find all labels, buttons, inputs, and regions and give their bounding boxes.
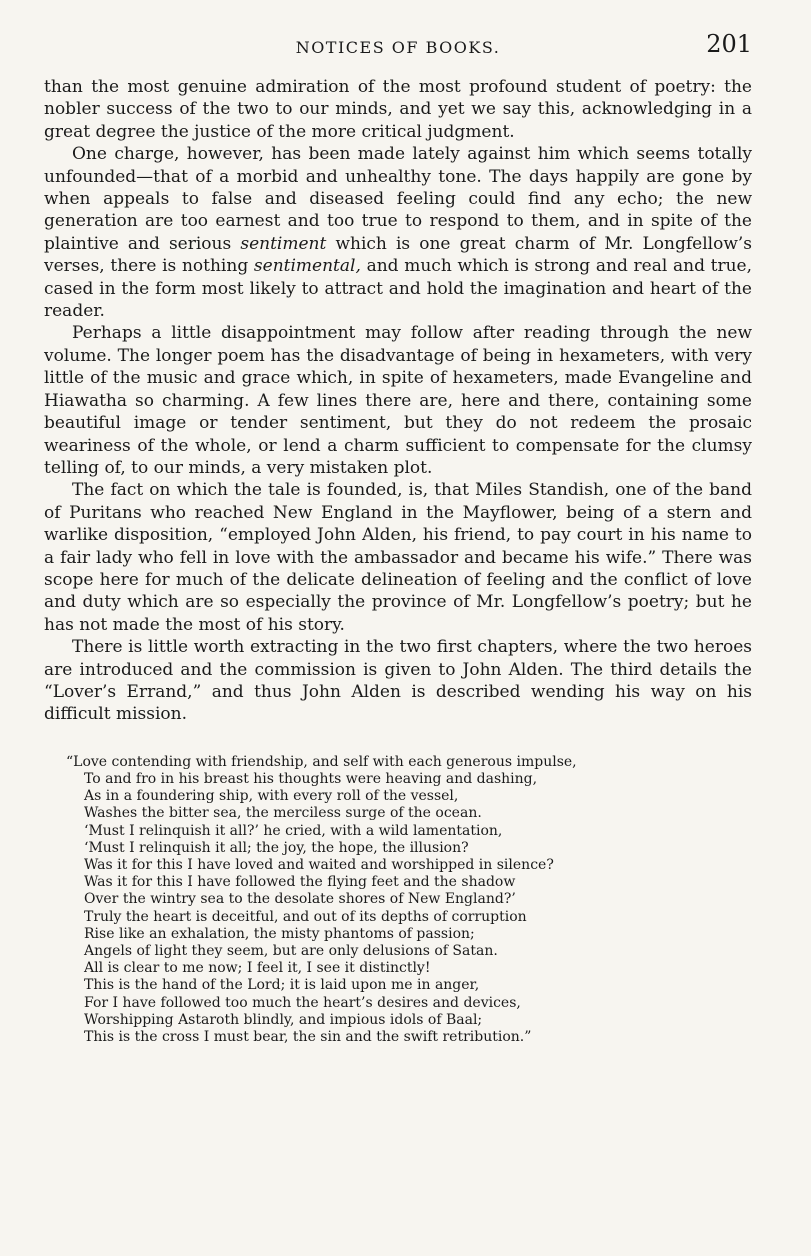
poem-line: This is the cross I must bear, the sin and the swift retribution.”: [84, 1029, 532, 1046]
poem-line: Was it for this I have followed the flying feet and the shadow: [84, 874, 516, 891]
page-number: 201: [706, 30, 752, 58]
paragraph-5: There is little worth extracting in the two first chapters, where the two heroes are introduced and the commission is given to John Alden. The third details the “Lover’s Errand,” and thus John Alden is described wending his way on his difficult mission.: [44, 637, 752, 725]
paragraph-4: The fact on which the tale is founded, is, that Miles Standish, one of the band of Puritans who reached New England in the Mayflower, being of a stern and warlike disposition, “employed John Alden, his friend, to pay court in his name to a fair lady who fell in love with the ambassador and became his wife.” There was scope here for much of the delicate delineation of feeling and the conflict of love and duty which are so especially the province of Mr. Longfellow’s poetry; but he has not made the most of his story.: [44, 480, 752, 635]
poem-line: Rise like an exhalation, the misty phantoms of passion;: [84, 925, 475, 942]
poem-line: As in a foundering ship, with every roll of the vessel,: [84, 788, 459, 805]
poem-line: ‘Must I relinquish it all; the joy, the hope, the illusion?: [84, 839, 469, 856]
italic-sentimental: sentimental,: [253, 256, 361, 277]
poem-line: Truly the heart is deceitful, and out of its depths of corruption: [84, 908, 527, 925]
poem-line: All is clear to me now; I feel it, I see it distinctly!: [84, 960, 431, 977]
book-page: [44, 30, 752, 1046]
poem-line: This is the hand of the Lord; it is laid upon me in anger,: [84, 977, 480, 994]
paragraph-2-part-c: which is one great charm of Mr. Longfellow’s verses, there is nothing: [44, 233, 753, 277]
paragraph-2-part-e: and much which is strong and real and true, cased in the form most likely to attract and hold the imagination and heart of the reader.: [44, 256, 753, 322]
poem-line: ‘Must I relinquish it all?’ he cried, with a wild lamentation,: [84, 822, 503, 839]
running-title: NOTICES OF BOOKS.: [295, 38, 501, 57]
poem-line: Angels of light they seem, but are only delusions of Satan.: [84, 943, 498, 960]
poem-line: Worshipping Astaroth blindly, and impious idols of Baal;: [84, 1011, 483, 1028]
paragraph-1: than the most genuine admiration of the most profound student of poetry: the nobler success of the two to our minds, and yet we say this, acknowledging in a great degree the justice of the more critical judgment.: [44, 77, 752, 142]
running-head: [44, 30, 752, 64]
poem-extract: [66, 754, 752, 1046]
prose-body: [44, 76, 752, 726]
poem-line: Was it for this I have loved and waited and worshipped in silence?: [84, 857, 554, 873]
paragraph-2-part-a: One charge, however, has been made lately against him which seems totally unfounded—that of a morbid and unhealthy tone. The days happily are gone by when appeals to false and diseased feeling could find any echo; the new generation are too earnest and too true to respond to them, and in spite of the plaintive and serious: [44, 144, 752, 254]
poem-line: Over the wintry sea to the desolate shores of New England?’: [84, 891, 516, 908]
poem-line: To and fro in his breast his thoughts were heaving and dashing,: [84, 770, 538, 787]
paragraph-2: [44, 143, 752, 322]
poem-line: “Love contending with friendship, and self with each generous impulse,: [66, 753, 577, 770]
paragraph-3: Perhaps a little disappointment may follow after reading through the new volume. The longer poem has the disadvantage of being in hexameters, with very little of the music and grace which, in spite of hexameters, made Evangeline and Hiawatha so charming. A few lines there are, here and there, containing some beautiful image or tender sentiment, but they do not redeem the prosaic weariness of the whole, or lend a charm sufficient to compensate for the clumsy telling of, to our minds, a very mistaken plot.: [44, 323, 752, 478]
poem-line: For I have followed too much the heart’s desires and devices,: [84, 994, 521, 1011]
poem-line: Washes the bitter sea, the merciless surge of the ocean.: [84, 805, 482, 822]
italic-sentiment: sentiment: [240, 233, 327, 254]
